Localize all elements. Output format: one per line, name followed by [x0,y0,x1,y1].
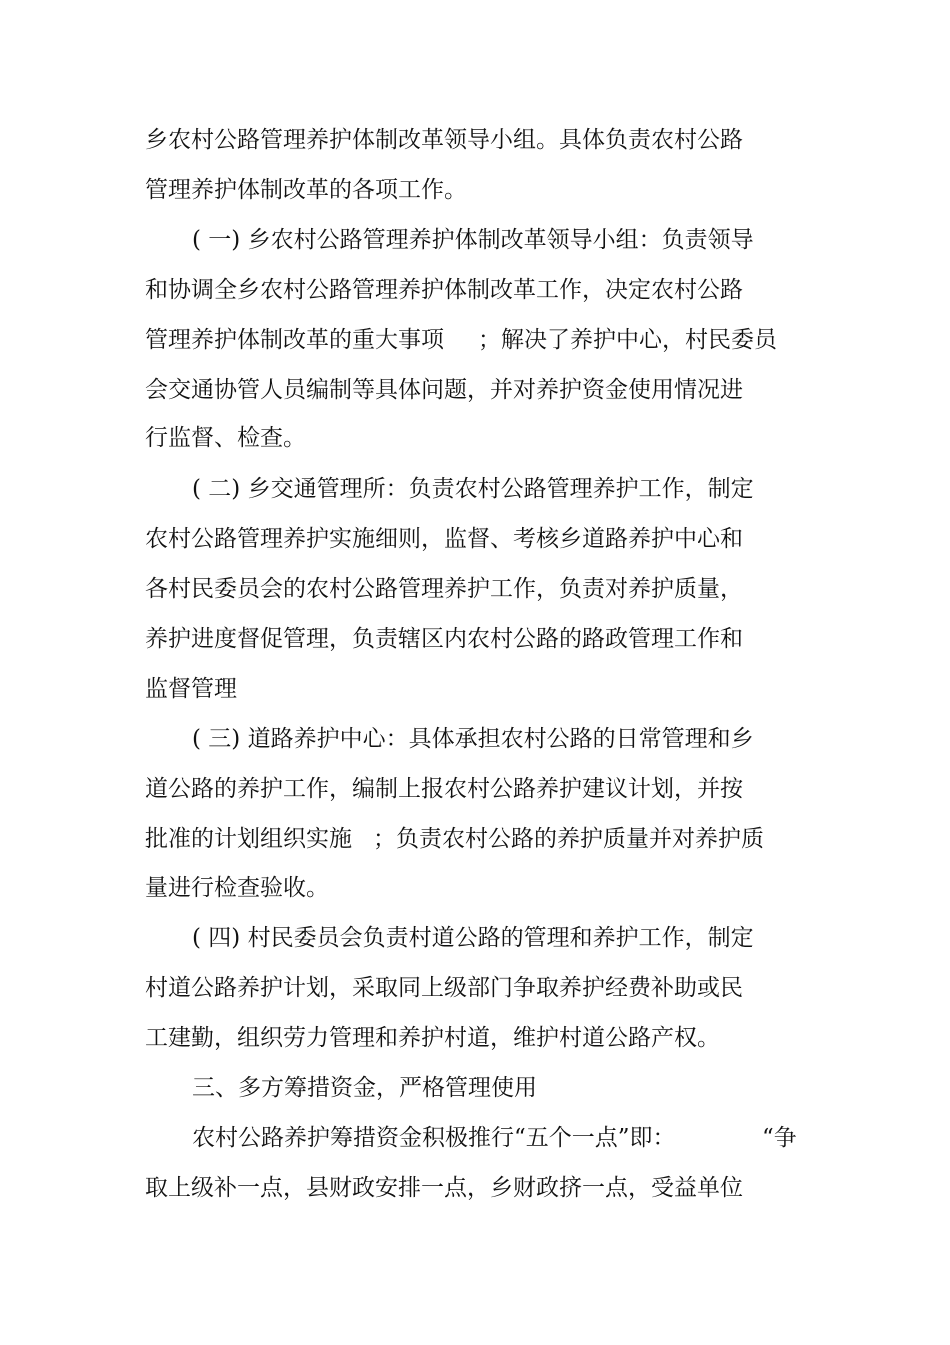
text-line: 和协调全乡农村公路管理养护体制改革工作，决定农村公路 [145,277,743,303]
text-line: 批准的计划组织实施 [145,826,352,852]
text-line: 乡农村公路管理养护体制改革领导小组。具体负责农村公路 [145,127,743,153]
text-line-fragment: ；负责农村公路的养护质量并对养护质 [373,826,764,852]
text-line: 监督管理 [145,676,237,702]
text-line: ( 二) 乡交通管理所：负责农村公路管理养护工作，制定 [192,476,754,502]
text-line: 管理养护体制改革的各项工作。 [145,177,467,203]
section-heading: 三、多方筹措资金，严格管理使用 [192,1075,537,1101]
text-line: 村道公路养护计划，采取同上级部门争取养护经费补助或民 [145,975,743,1001]
text-line: 各村民委员会的农村公路管理养护工作，负责对养护质量， [145,576,743,602]
text-line: 量进行检查验收。 [145,875,329,901]
text-line: 农村公路养护筹措资金积极推行“五个一点”即： [192,1125,676,1151]
text-line: ( 三) 道路养护中心：具体承担农村公路的日常管理和乡 [192,726,754,752]
text-line: 管理养护体制改革的重大事项 [145,327,444,353]
text-line-fragment: “争 [762,1125,797,1151]
text-line: 会交通协管人员编制等具体问题，并对养护资金使用情况进 [145,377,743,403]
text-line: 取上级补一点，县财政安排一点，乡财政挤一点，受益单位 [145,1175,743,1201]
text-line: ( 四) 村民委员会负责村道公路的管理和养护工作，制定 [192,925,754,951]
text-line: 工建勤，组织劳力管理和养护村道，维护村道公路产权。 [145,1025,720,1051]
text-line: 道公路的养护工作，编制上报农村公路养护建议计划，并按 [145,776,743,802]
text-line-fragment: ；解决了养护中心，村民委员 [478,327,777,353]
text-line: 养护进度督促管理，负责辖区内农村公路的路政管理工作和 [145,626,743,652]
text-line: ( 一) 乡农村公路管理养护体制改革领导小组：负责领导 [192,227,754,253]
text-line: 农村公路管理养护实施细则，监督、考核乡道路养护中心和 [145,526,743,552]
text-line: 行监督、检查。 [145,425,306,451]
